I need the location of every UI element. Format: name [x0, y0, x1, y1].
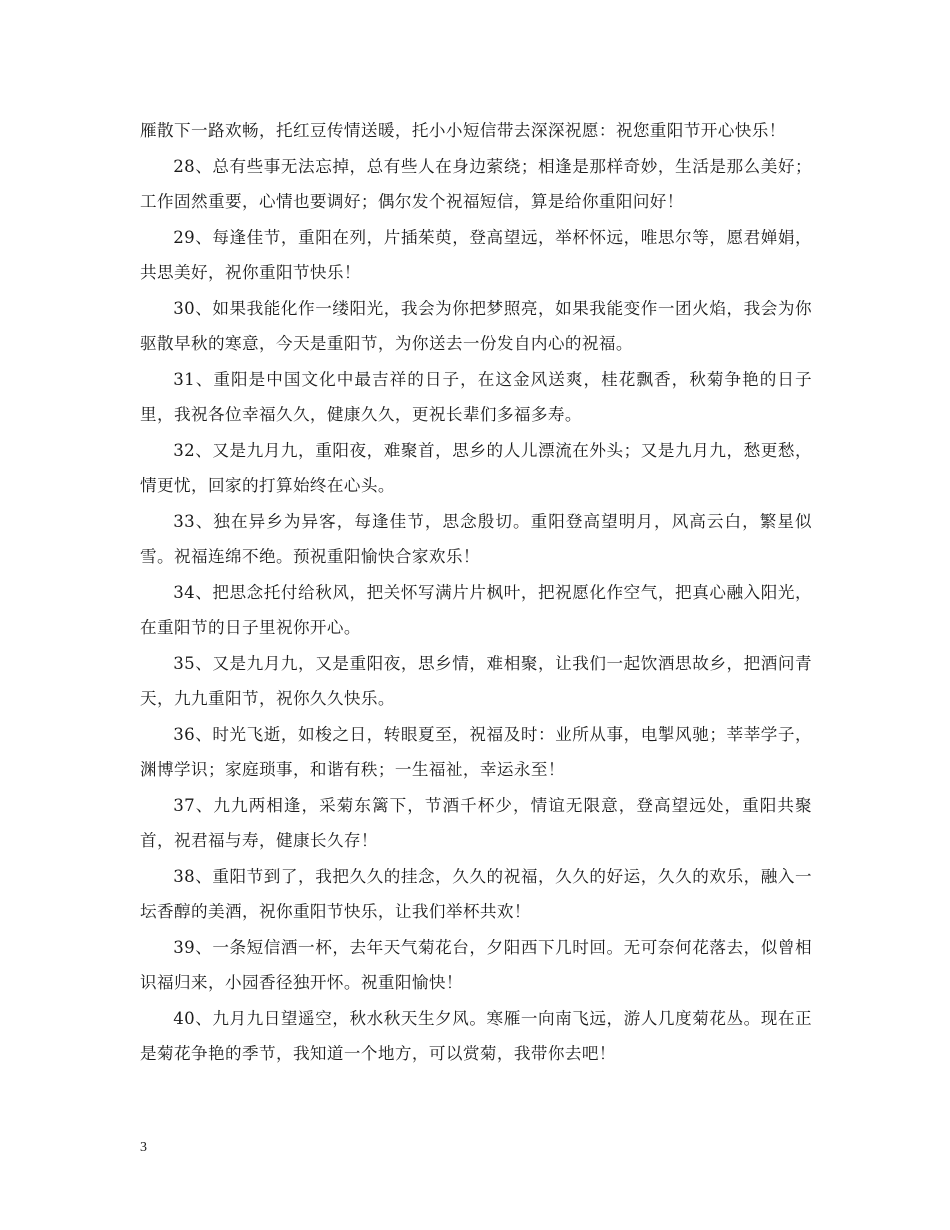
paragraph-item-29: 29、每逢佳节，重阳在列，片插茱萸，登高望远，举杯怀远，唯思尔等，愿君婵娟，共思美好，祝你重阳节快乐！: [140, 227, 812, 282]
paragraph-item-35: 35、又是九月九，又是重阳夜，思乡情，难相聚，让我们一起饮酒思故乡，把酒问青天，九九重阳节，祝你久久快乐。: [140, 653, 812, 708]
paragraph-item-36: 36、时光飞逝，如梭之日，转眼夏至，祝福及时：业所从事，电掣风驰；莘莘学子，渊博学识；家庭琐事，和谐有秩；一生福祉，幸运永至！: [140, 724, 812, 779]
paragraph-continuation: 雁散下一路欢畅，托红豆传情送暖，托小小短信带去深深祝愿：祝您重阳节开心快乐！: [140, 121, 786, 140]
paragraph-item-30: 30、如果我能化作一缕阳光，我会为你把梦照亮，如果我能变作一团火焰，我会为你驱散早秋的寒意，今天是重阳节，为你送去一份发自内心的祝福。: [140, 298, 812, 353]
document-body: [140, 113, 812, 1072]
paragraph-item-32: 32、又是九月九，重阳夜，难聚首，思乡的人儿漂流在外头；又是九月九，愁更愁，情更忧，回家的打算始终在心头。: [140, 440, 812, 495]
paragraph-item-38: 38、重阳节到了，我把久久的挂念，久久的祝福，久久的好运，久久的欢乐，融入一坛香醇的美酒，祝你重阳节快乐，让我们举杯共欢！: [140, 866, 812, 921]
paragraph-item-37: 37、九九两相逢，采菊东篱下，节酒千杯少，情谊无限意，登高望远处，重阳共聚首，祝君福与寿，健康长久存！: [140, 795, 812, 850]
paragraph-item-39: 39、一条短信酒一杯，去年天气菊花台，夕阳西下几时回。无可奈何花落去，似曾相识福归来，小园香径独开怀。祝重阳愉快！: [140, 937, 812, 992]
paragraph-item-40: 40、九月九日望遥空，秋水秋天生夕风。寒雁一向南飞远，游人几度菊花丛。现在正是菊花争艳的季节，我知道一个地方，可以赏菊，我带你去吧！: [140, 1008, 812, 1063]
paragraph-item-33: 33、独在异乡为异客，每逢佳节，思念殷切。重阳登高望明月，风高云白，繁星似雪。祝福连绵不绝。预祝重阳愉快合家欢乐！: [140, 511, 812, 566]
paragraph-item-31: 31、重阳是中国文化中最吉祥的日子，在这金风送爽，桂花飘香，秋菊争艳的日子里，我祝各位幸福久久，健康久久，更祝长辈们多福多寿。: [140, 369, 812, 424]
page-number: 3: [140, 1140, 147, 1155]
paragraph-item-28: 28、总有些事无法忘掉，总有些人在身边萦绕；相逢是那样奇妙，生活是那么美好；工作固然重要，心情也要调好；偶尔发个祝福短信，算是给你重阳问好！: [140, 156, 812, 211]
paragraph-item-34: 34、把思念托付给秋风，把关怀写满片片枫叶，把祝愿化作空气，把真心融入阳光，在重阳节的日子里祝你开心。: [140, 582, 812, 637]
